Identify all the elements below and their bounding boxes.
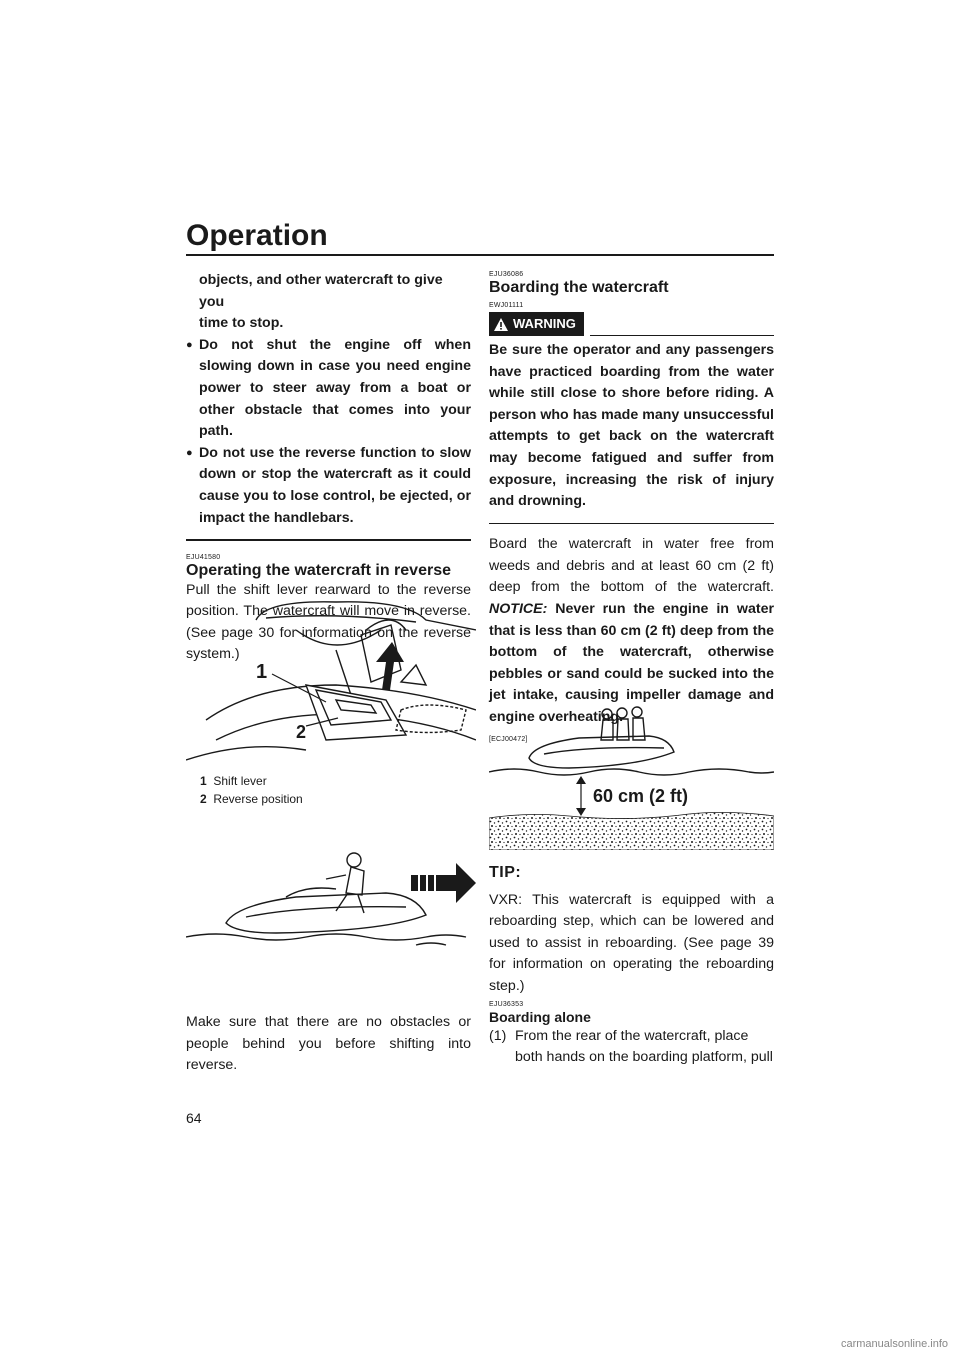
- tip-block: [489, 862, 774, 1069]
- warning-continuation-line1: objects, and other watercraft to give you: [199, 272, 443, 310]
- tip-text: VXR: This watercraft is equipped with a reboarding step, which can be lowered and used to assist in reboarding. (See page 39 for information on operating the reboarding step.): [489, 891, 774, 994]
- legend-item: [200, 790, 303, 808]
- warning-bullet-text: Do not shut the engine off when slowing down in case you need engine power to steer away from a boat or other obstacle that comes into your path.: [199, 336, 471, 440]
- warning-badge: [489, 312, 584, 336]
- page-title: Operation: [186, 219, 328, 252]
- tip-label: TIP:: [489, 864, 522, 881]
- warning-bullet: [186, 335, 471, 443]
- warning-label: WARNING: [513, 316, 576, 332]
- page-number: 64: [186, 1110, 202, 1126]
- title-rule: [186, 254, 774, 256]
- notice-text: Never run the engine in water that is less than 60 cm (2 ft) deep from the bottom of the watercraft, otherwise pebbles or sand could be sucked into the jet intake, causing impeller damage and engine overheating.: [489, 601, 774, 725]
- section-heading-reverse: Operating the watercraft in reverse: [186, 561, 451, 579]
- legend-number: 1: [200, 774, 207, 788]
- warning-end-rule: [489, 523, 774, 525]
- warning-code: EWJ01111: [489, 302, 524, 309]
- reverse-riding-illustration: [186, 845, 476, 955]
- warning-bullet-text: Do not use the reverse function to slow down or stop the watercraft as it could cause you to lose control, be ejected, or impact the handlebars.: [199, 444, 471, 526]
- notice-label: NOTICE:: [489, 601, 548, 618]
- warning-bullet: [186, 443, 471, 529]
- shift-lever-illustration: [186, 590, 476, 770]
- footer-watermark: carmanualsonline.info: [840, 1338, 948, 1350]
- warning-header-rule: [590, 335, 774, 337]
- notice-code: [ECJ00472]: [489, 735, 528, 743]
- section-heading-boarding: Boarding the watercraft: [489, 279, 669, 296]
- section-code: EJU36086: [489, 271, 524, 278]
- water-depth-illustration: [489, 700, 774, 850]
- step-number: (1): [489, 1027, 507, 1044]
- step-text: From the rear of the watercraft, place both hands on the boarding platform, pull: [515, 1027, 773, 1066]
- legend-item: [200, 772, 303, 790]
- bullet-icon: ●: [186, 446, 193, 459]
- warning-text: Be sure the operator and any passengers have practiced boarding from the water while still close to shore before riding. A person who has made many unsuccessful attempts to get back on the watercraft may become fatigued and suffer from exposure, increasing the risk of injury and drowning.: [489, 342, 774, 510]
- right-column: [489, 270, 774, 744]
- reverse-caution-text: Make sure that there are no obstacles or people behind you before shifting into reverse.: [186, 1014, 471, 1074]
- legend-number: 2: [200, 792, 207, 806]
- depth-label: 60 cm (2 ft): [593, 786, 689, 806]
- boarding-body-plain: Board the watercraft in water free from weeds and debris and at least 60 cm (2 ft) deep from the bottom of the watercraft.: [489, 536, 774, 596]
- boarding-step: [489, 1026, 774, 1069]
- bullet-icon: ●: [186, 338, 193, 351]
- callout-2: 2: [296, 722, 307, 742]
- callout-1: 1: [256, 661, 268, 683]
- legend-label: Reverse position: [213, 792, 303, 806]
- warning-continuation-line2: time to stop.: [199, 315, 284, 332]
- warning-header: [489, 312, 774, 336]
- reverse-body: Pull the shift lever rearward to the reverse position. The watercraft will move in reverse. (See page 30 for information on the reverse system.): [186, 581, 471, 663]
- warning-end-rule: [186, 539, 471, 541]
- warning-continuation: [186, 270, 471, 335]
- section-code: EJU36353: [489, 1000, 524, 1008]
- warning-triangle-icon: [493, 317, 509, 332]
- legend-label: Shift lever: [213, 774, 267, 788]
- section-code: EJU41580: [186, 553, 221, 561]
- section-heading-boarding-alone: Boarding alone: [489, 1008, 591, 1025]
- figure-legend: [200, 772, 303, 808]
